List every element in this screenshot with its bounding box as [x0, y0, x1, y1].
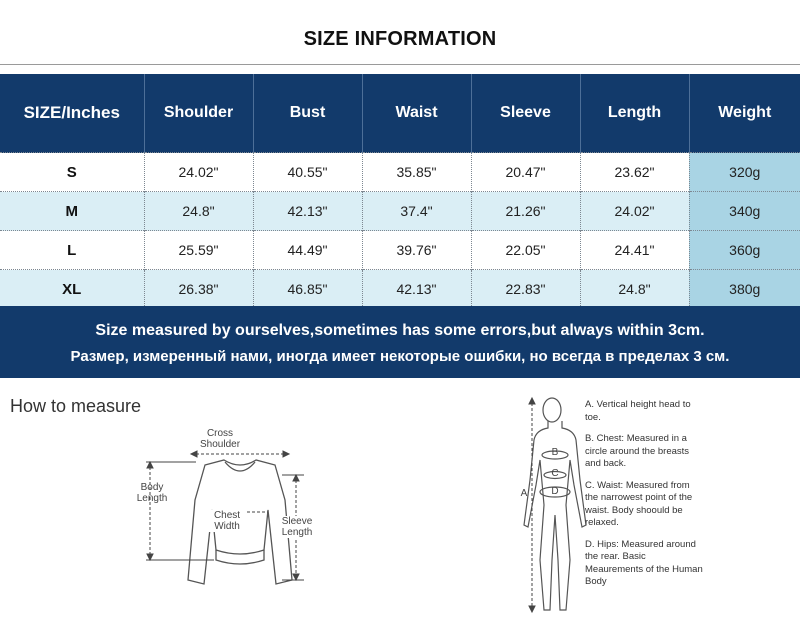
size-cell: S	[0, 153, 144, 192]
table-header-row	[0, 74, 800, 153]
waist-cell: 39.76"	[362, 231, 471, 270]
header-sleeve: Sleeve	[471, 74, 580, 153]
sleeve-length-label: Sleeve Length	[276, 516, 318, 538]
bust-cell: 42.13"	[253, 192, 362, 231]
length-cell: 24.8"	[580, 270, 689, 309]
measurement-notes	[585, 399, 705, 598]
shoulder-cell: 24.8"	[144, 192, 253, 231]
sleeve-cell: 21.26"	[471, 192, 580, 231]
weight-cell: 340g	[689, 192, 800, 231]
table-row	[0, 153, 800, 192]
how-to-measure-heading: How to measure	[10, 396, 142, 416]
size-cell: XL	[0, 270, 144, 309]
cross-shoulder-label: Cross Shoulder	[200, 428, 241, 450]
bust-cell: 44.49"	[253, 231, 362, 270]
page-title: SIZE INFORMATION	[303, 28, 497, 50]
waist-cell: 42.13"	[362, 270, 471, 309]
body-figure	[524, 398, 586, 610]
measurement-notice	[0, 306, 800, 378]
height-line	[529, 398, 535, 612]
body-length-label: Body Length	[136, 482, 168, 504]
figure-letter-c: C	[551, 468, 559, 479]
header-shoulder: Shoulder	[144, 74, 253, 153]
bust-cell: 46.85"	[253, 270, 362, 309]
size-cell: M	[0, 192, 144, 231]
length-cell: 24.02"	[580, 192, 689, 231]
header-bust: Bust	[253, 74, 362, 153]
header-length: Length	[580, 74, 689, 153]
note-a: A. Vertical height head to toe.	[585, 399, 691, 423]
table-row	[0, 270, 800, 309]
waist-cell: 35.85"	[362, 153, 471, 192]
sleeve-cell: 22.05"	[471, 231, 580, 270]
note-b: B. Chest: Measured in a circle around the breasts and back.	[585, 433, 690, 469]
title-divider	[0, 64, 800, 65]
waist-cell: 37.4"	[362, 192, 471, 231]
notice-english: Size measured by ourselves,sometimes has some errors,but always within 3cm.	[95, 322, 705, 339]
note-d: D. Hips: Measured around the rear. Basic Meaurements of the Human Body	[585, 538, 703, 587]
figure-letter-d: D	[551, 486, 559, 497]
size-cell: L	[0, 231, 144, 270]
size-table	[0, 74, 800, 308]
sleeve-cell: 22.83"	[471, 270, 580, 309]
header-weight: Weight	[689, 74, 800, 153]
chest-width-label: Chest Width	[207, 510, 247, 532]
figure-letter-b: B	[551, 447, 559, 458]
weight-cell: 360g	[689, 231, 800, 270]
note-c: C. Waist: Measured from the narrowest point of the waist. Body shoould be relaxed.	[585, 479, 693, 528]
figure-letter-a: A	[520, 488, 528, 499]
bust-cell: 40.55"	[253, 153, 362, 192]
weight-cell: 320g	[689, 153, 800, 192]
notice-russian: Размер, измеренный нами, иногда имеет некоторые ошибки, но всегда в пределах 3 см.	[70, 348, 730, 365]
shoulder-cell: 25.59"	[144, 231, 253, 270]
shoulder-cell: 24.02"	[144, 153, 253, 192]
table-row	[0, 231, 800, 270]
table-row	[0, 192, 800, 231]
length-cell: 23.62"	[580, 153, 689, 192]
sleeve-cell: 20.47"	[471, 153, 580, 192]
header-waist: Waist	[362, 74, 471, 153]
weight-cell: 380g	[689, 270, 800, 309]
length-cell: 24.41"	[580, 231, 689, 270]
header-size: SIZE/Inches	[0, 74, 144, 153]
shoulder-cell: 26.38"	[144, 270, 253, 309]
